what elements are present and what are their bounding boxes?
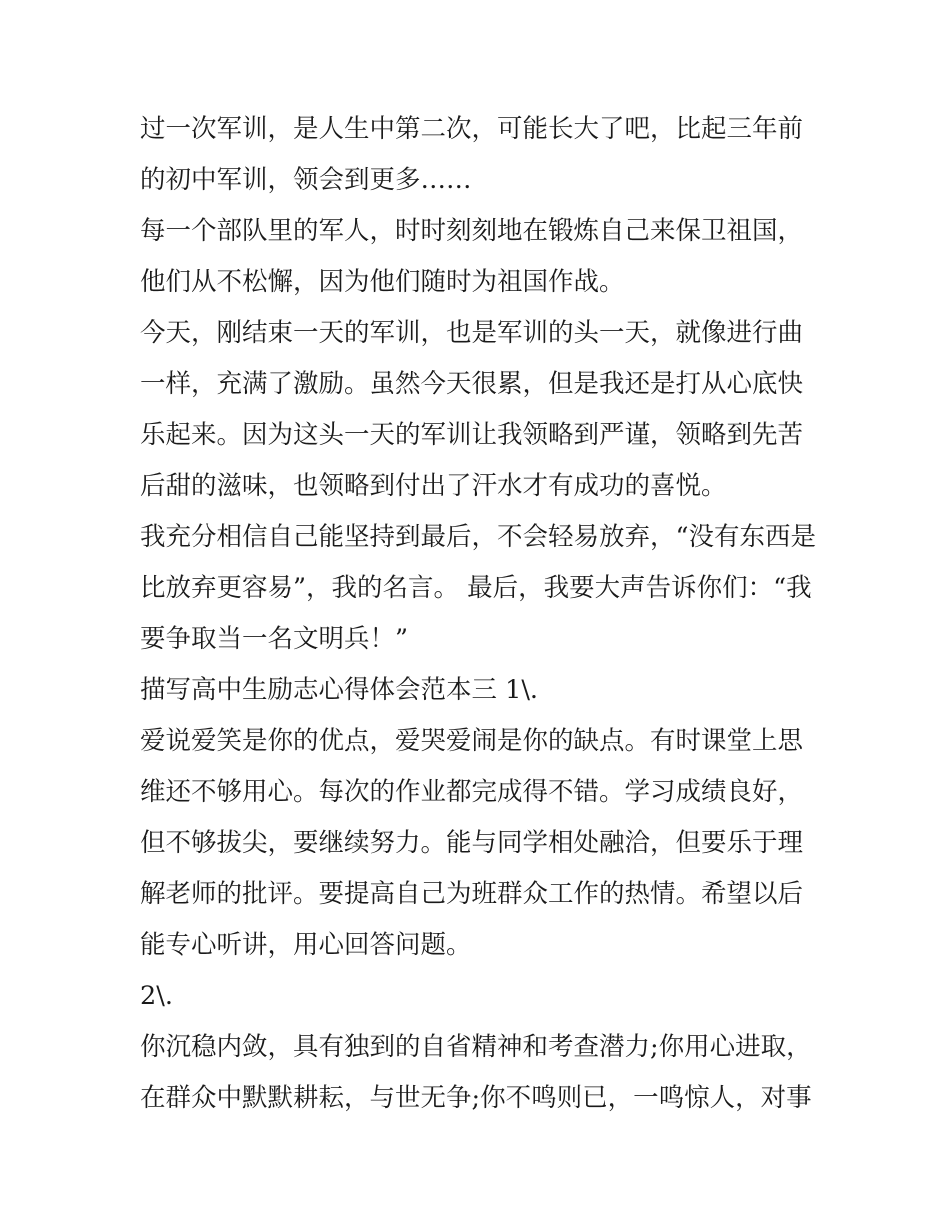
paragraph-persistence: 我充分相信自己能坚持到最后，不会轻易放弃，“没有东西是比放弃更容易”，我的名言。 最后，我要大声告诉你们：“我要争取当一名文明兵！” bbox=[140, 522, 817, 654]
paragraph-soldiers: 每一个部队里的军人，时时刻刻地在锻炼自己来保卫祖国，他们从不松懈，因为他们随时为祖国作战。 bbox=[140, 216, 804, 297]
paragraph-first-day: 今天，刚结束一天的军训，也是军训的头一天，就像进行曲一样，充满了激励。虽然今天很累，但是我还是打从心底快乐起来。因为这头一天的军训让我领略到严谨，领略到先苦后甜的滋味，也领略到付出了汗水才有成功的喜悦。 bbox=[140, 318, 804, 501]
document-body bbox=[140, 104, 820, 1124]
paragraph-military-training-intro: 过一次军训，是人生中第二次，可能长大了吧，比起三年前的初中军训，领会到更多…… bbox=[140, 114, 804, 195]
paragraph-comment-2: 你沉稳内敛，具有独到的自省精神和考查潜力;你用心进取，在群众中默默耕耘，与世无争;你不鸣则已，一鸣惊人，对事 bbox=[140, 1032, 812, 1113]
paragraph-comment-1: 爱说爱笑是你的优点，爱哭爱闹是你的缺点。有时课堂上思维还不够用心。每次的作业都完成得不错。学习成绩良好，但不够拔尖，要继续努力。能与同学相处融洽，但要乐于理解老师的批评。要提高自己为班群众工作的热情。希望以后能专心听讲，用心回答问题。 bbox=[140, 726, 804, 960]
section-heading: 描写高中生励志心得体会范本三 1\. bbox=[140, 675, 539, 705]
item-number-2: 2\. bbox=[140, 981, 173, 1011]
